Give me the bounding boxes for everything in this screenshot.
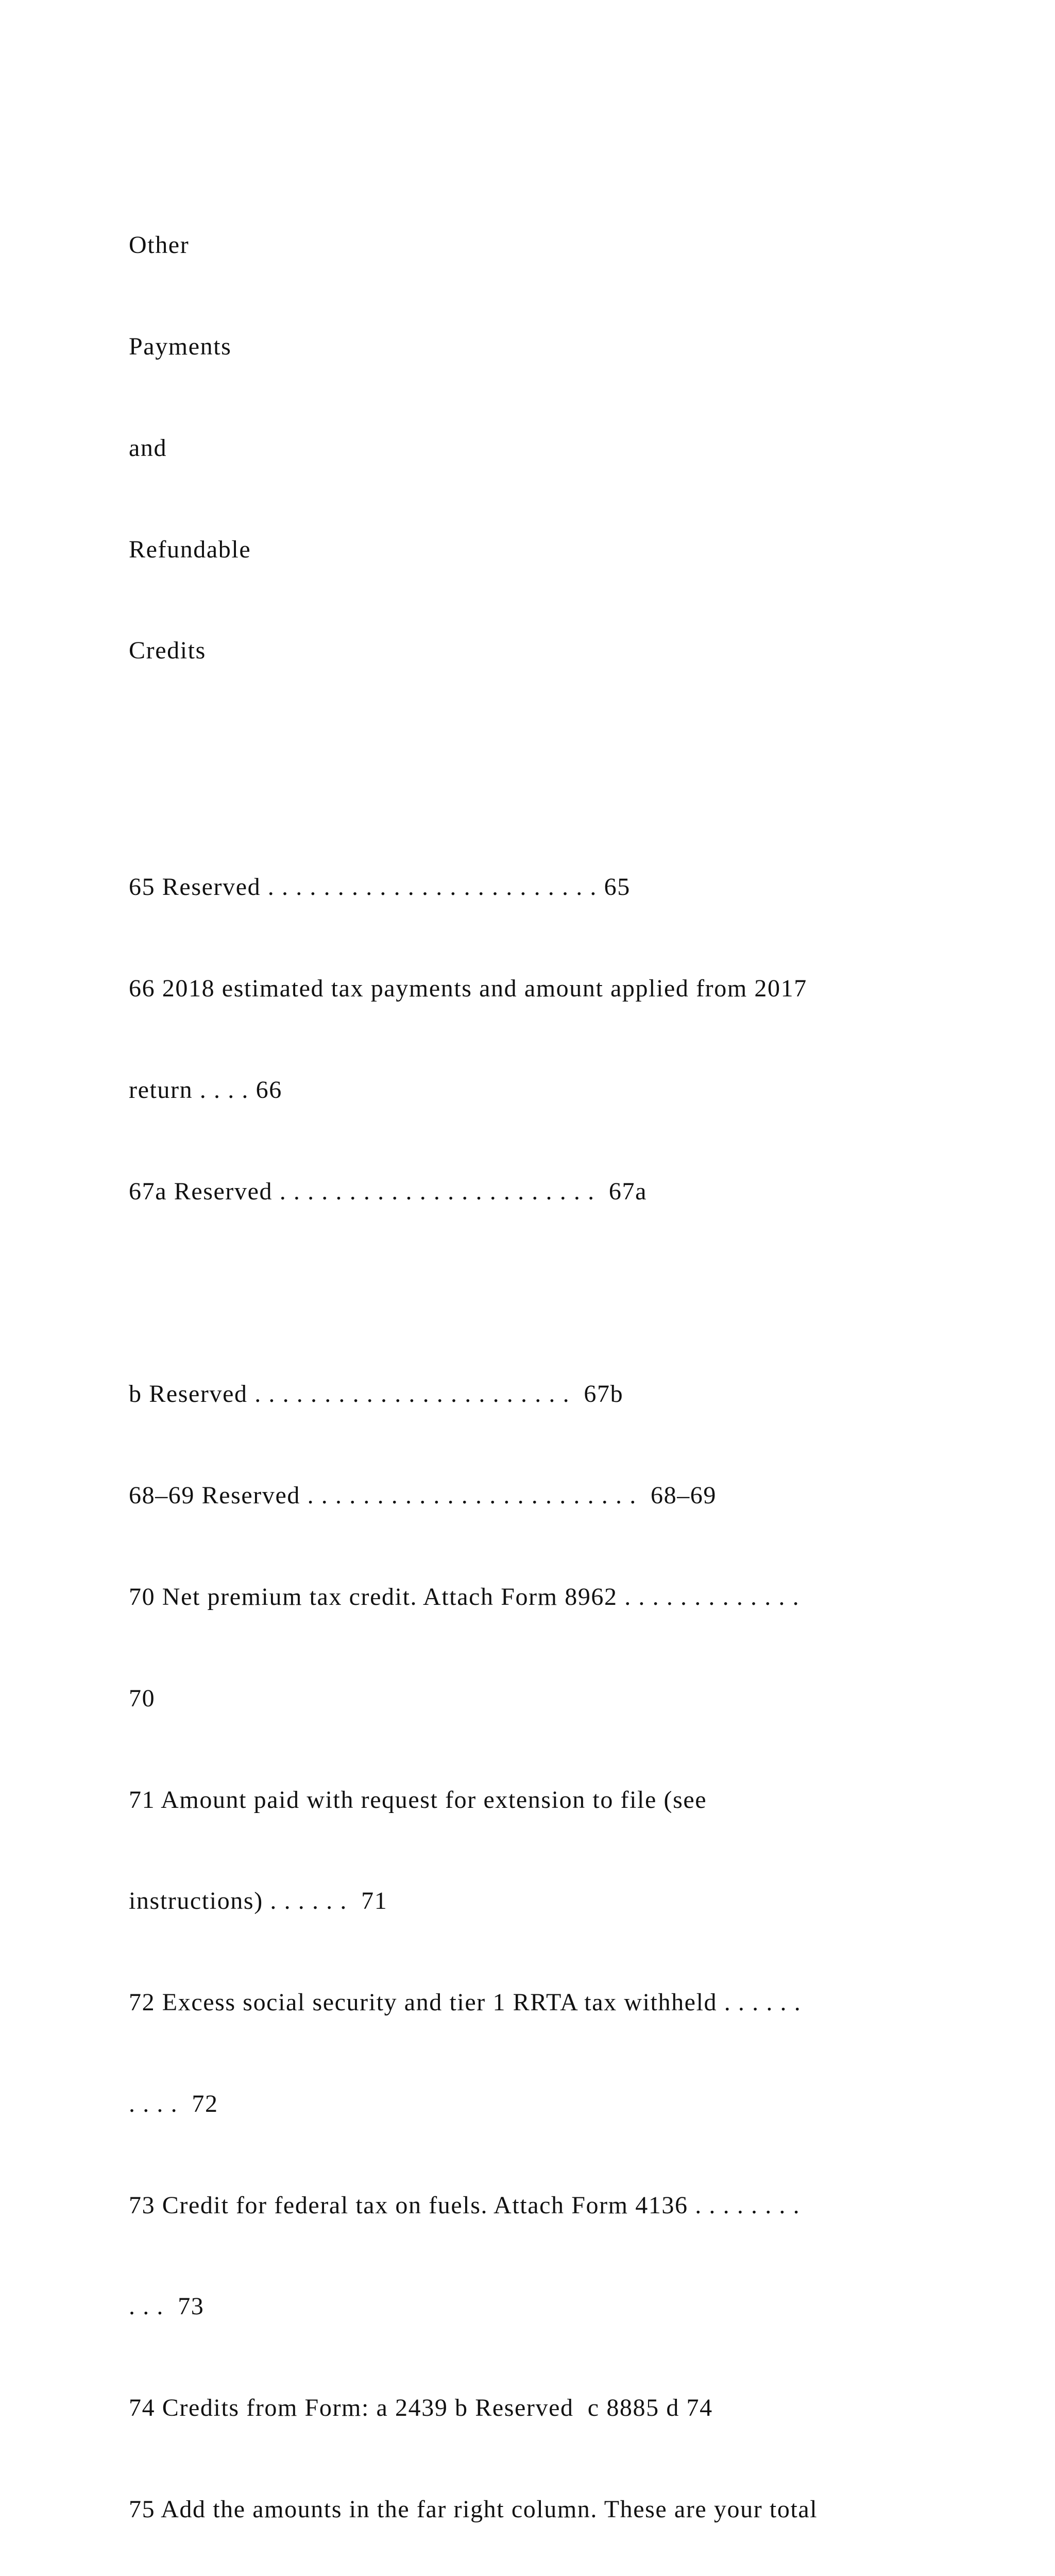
line-68-69: 68–69 Reserved . . . . . . . . . . . . . . . . . . . . . . . . 68–69 — [129, 1482, 717, 1510]
line-70-part-1: 70 Net premium tax credit. Attach Form 8962 . . . . . . . . . . . . . — [129, 1583, 800, 1611]
line-72-part-2: . . . . 72 — [129, 2090, 218, 2117]
section-heading-line-1: Other — [129, 231, 190, 259]
line-67b: b Reserved . . . . . . . . . . . . . . . . . . . . . . . 67b — [129, 1380, 624, 1408]
section-heading-line-3: and — [129, 434, 167, 462]
section-heading-line-2: Payments — [129, 332, 232, 360]
document-page — [129, 161, 1005, 2576]
spacer — [129, 735, 1005, 769]
section-heading-line-4: Refundable — [129, 535, 251, 563]
line-75-part-1: 75 Add the amounts in the far right column. These are your total — [129, 2495, 818, 2523]
spacer — [129, 1276, 1005, 1310]
section-heading-line-5: Credits — [129, 637, 206, 665]
line-71-part-1: 71 Amount paid with request for extension to file (see — [129, 1786, 707, 1814]
line-71-part-2: instructions) . . . . . . 71 — [129, 1887, 388, 1915]
line-74: 74 Credits from Form: a 2439 b Reserved c 8885 d 74 — [129, 2394, 713, 2422]
line-66-part-1: 66 2018 estimated tax payments and amount applied from 2017 — [129, 975, 807, 1003]
line-73-part-1: 73 Credit for federal tax on fuels. Attach Form 4136 . . . . . . . . — [129, 2191, 801, 2219]
line-73-part-2: . . . 73 — [129, 2293, 205, 2320]
line-65: 65 Reserved . . . . . . . . . . . . . . . . . . . . . . . . 65 — [129, 873, 631, 901]
line-70-part-2: 70 — [129, 1684, 156, 1712]
line-72-part-1: 72 Excess social security and tier 1 RRTA tax withheld . . . . . . — [129, 1989, 802, 2016]
line-66-part-2: return . . . . 66 — [129, 1076, 282, 1104]
line-67a: 67a Reserved . . . . . . . . . . . . . . . . . . . . . . . 67a — [129, 1177, 648, 1205]
